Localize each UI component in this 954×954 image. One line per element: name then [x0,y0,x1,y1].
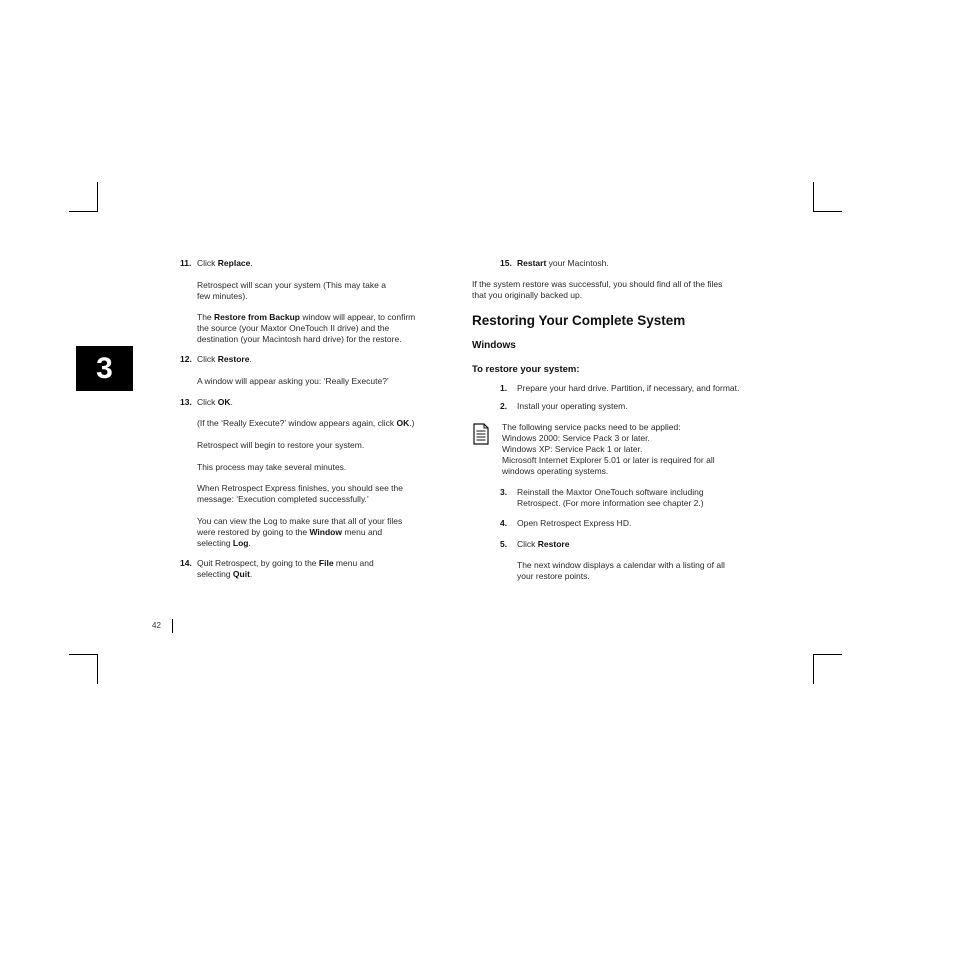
procedure-heading: To restore your system: [472,364,580,375]
step-number: 4. [500,518,508,528]
paragraph: Retrospect will scan your system (This may take a [197,280,386,290]
step-number: 13. [180,397,192,407]
step-text: Click Restore [517,539,570,549]
step-number: 5. [500,539,508,549]
crop-mark [813,211,842,212]
step-text: Retrospect. (For more information see chapter 2.) [517,498,704,508]
step-number: 3. [500,487,508,497]
note-text: windows operating systems. [502,466,609,476]
step-text: Open Retrospect Express HD. [517,518,632,528]
step-text: Install your operating system. [517,401,628,411]
paragraph: destination (your Macintosh hard drive) for the restore. [197,334,402,344]
paragraph: (If the ‘Really Execute?’ window appears again, click OK.) [197,418,415,428]
note-text: Microsoft Internet Explorer 5.01 or later is required for all [502,455,715,465]
paragraph: A window will appear asking you: ‘Really Execute?’ [197,376,389,386]
step-text: Restart your Macintosh. [517,258,609,268]
step-text: Click OK. [197,397,233,407]
paragraph: the source (your Maxtor OneTouch II drive) and the [197,323,390,333]
paragraph: The next window displays a calendar with a listing of all [517,560,725,570]
crop-mark [813,182,814,212]
note-text: The following service packs need to be applied: [502,422,681,432]
crop-mark [69,211,98,212]
crop-mark [97,182,98,212]
paragraph: You can view the Log to make sure that all of your files [197,516,403,526]
paragraph: Retrospect will begin to restore your system. [197,440,365,450]
step-number: 15. [500,258,512,268]
paragraph: message: ‘Execution completed successfully.’ [197,494,369,504]
section-heading: Restoring Your Complete System [472,313,686,328]
step-number: 12. [180,354,192,364]
step-number: 1. [500,383,508,393]
step-text: Click Replace. [197,258,253,268]
note-text: Windows XP: Service Pack 1 or later. [502,444,643,454]
page-number: 42 [152,621,161,630]
crop-mark [69,654,98,655]
step-text: selecting Quit. [197,569,253,579]
paragraph: were restored by going to the Window menu and [197,527,383,537]
paragraph: few minutes). [197,291,248,301]
paragraph: This process may take several minutes. [197,462,347,472]
step-text: Reinstall the Maxtor OneTouch software including [517,487,704,497]
note-text: Windows 2000: Service Pack 3 or later. [502,433,650,443]
step-number: 11. [180,258,192,268]
paragraph: your restore points. [517,571,590,581]
step-text: Prepare your hard drive. Partition, if necessary, and format. [517,383,740,393]
paragraph: The Restore from Backup window will appear, to confirm [197,312,416,322]
subsection-heading: Windows [472,340,516,351]
paragraph: When Retrospect Express finishes, you should see the [197,483,403,493]
step-number: 14. [180,558,192,568]
crop-mark [813,654,842,655]
chapter-tab: 3 [76,346,133,391]
page-number-rule [172,619,173,633]
note-page-icon [472,423,490,445]
crop-mark [813,654,814,684]
step-text: Click Restore. [197,354,252,364]
paragraph: that you originally backed up. [472,290,583,300]
step-text: Quit Retrospect, by going to the File menu and [197,558,374,568]
crop-mark [97,654,98,684]
paragraph: If the system restore was successful, you should find all of the files [472,279,723,289]
step-number: 2. [500,401,508,411]
paragraph: selecting Log. [197,538,251,548]
